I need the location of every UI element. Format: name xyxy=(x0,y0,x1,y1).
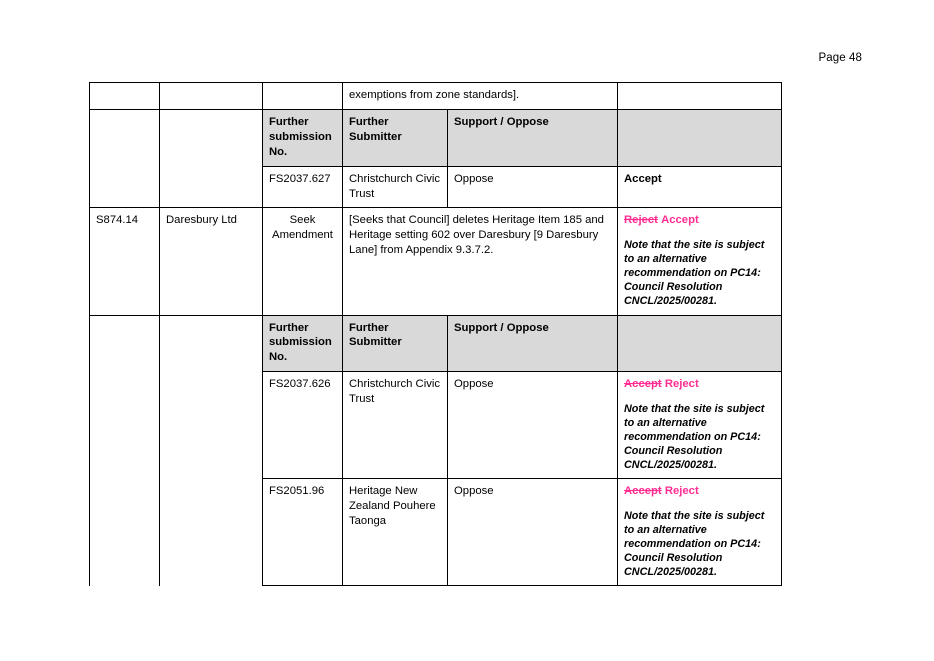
cell-submission-text: [Seeks that Council] deletes Heritage Item 185 and Heritage setting 602 over Daresbury [9 Daresbury Lane] from Appendix 9.3.7.2. xyxy=(343,208,618,315)
decision-struck: Accept xyxy=(624,378,662,391)
decision-new: Reject xyxy=(664,485,699,498)
cell-empty xyxy=(90,315,160,372)
cell-decision-text: exemptions from zone standards]. xyxy=(343,83,618,110)
decision-note: Note that the site is subject to an alternative recommendation on PC14: Council Resolution CNCL/2025/00281. xyxy=(624,403,765,472)
header-decision xyxy=(618,315,782,372)
header-further-submitter: Further Submitter xyxy=(343,315,448,372)
cell-empty xyxy=(90,479,160,586)
header-further-submission-no: Further submission No. xyxy=(263,109,343,166)
decision-note: Note that the site is subject to an alternative recommendation on PC14: Council Resolution CNCL/2025/00281. xyxy=(624,510,765,579)
page-number: Page 48 xyxy=(818,52,862,64)
cell-fs-submitter: Christchurch Civic Trust xyxy=(343,372,448,479)
cell-fs-decision xyxy=(618,372,782,479)
cell-position xyxy=(263,83,343,110)
decision-struck: Accept xyxy=(624,485,662,498)
header-support-oppose: Support / Oppose xyxy=(448,109,618,166)
cell-fs-number: FS2037.626 xyxy=(263,372,343,479)
cell-empty xyxy=(90,166,160,208)
table-subheader-row xyxy=(90,109,782,166)
cell-fs-position: Oppose xyxy=(448,479,618,586)
table-row xyxy=(90,208,782,315)
table-row xyxy=(90,372,782,479)
table-row xyxy=(90,83,782,110)
decision-new: Accept xyxy=(661,214,699,227)
cell-fs-position: Oppose xyxy=(448,372,618,479)
cell-submitter xyxy=(160,83,263,110)
cell-submission-number xyxy=(90,83,160,110)
header-support-oppose: Support / Oppose xyxy=(448,315,618,372)
cell-fs-position: Oppose xyxy=(448,166,618,208)
cell-empty xyxy=(160,315,263,372)
submissions-table xyxy=(89,82,782,586)
cell-empty xyxy=(160,166,263,208)
cell-fs-submitter: Christchurch Civic Trust xyxy=(343,166,448,208)
table-row xyxy=(90,479,782,586)
cell-fs-decision: Accept xyxy=(618,166,782,208)
cell-empty xyxy=(160,109,263,166)
cell-recommendation xyxy=(618,208,782,315)
table-row xyxy=(90,166,782,208)
cell-submitter: Daresbury Ltd xyxy=(160,208,263,315)
decision-struck: Reject xyxy=(624,214,658,227)
header-further-submission-no: Further submission No. xyxy=(263,315,343,372)
cell-fs-number: FS2037.627 xyxy=(263,166,343,208)
table-subheader-row xyxy=(90,315,782,372)
header-decision xyxy=(618,109,782,166)
cell-empty xyxy=(90,109,160,166)
cell-fs-number: FS2051.96 xyxy=(263,479,343,586)
cell-recommendation xyxy=(618,83,782,110)
cell-relief-sought: Seek Amendment xyxy=(263,208,343,315)
cell-fs-submitter: Heritage New Zealand Pouhere Taonga xyxy=(343,479,448,586)
decision-new: Reject xyxy=(664,378,699,391)
decision-note: Note that the site is subject to an alternative recommendation on PC14: Council Resolution CNCL/2025/00281. xyxy=(624,239,765,308)
cell-empty xyxy=(160,372,263,479)
header-further-submitter: Further Submitter xyxy=(343,109,448,166)
cell-submission-number: S874.14 xyxy=(90,208,160,315)
cell-empty xyxy=(160,479,263,586)
cell-empty xyxy=(90,372,160,479)
cell-fs-decision xyxy=(618,479,782,586)
